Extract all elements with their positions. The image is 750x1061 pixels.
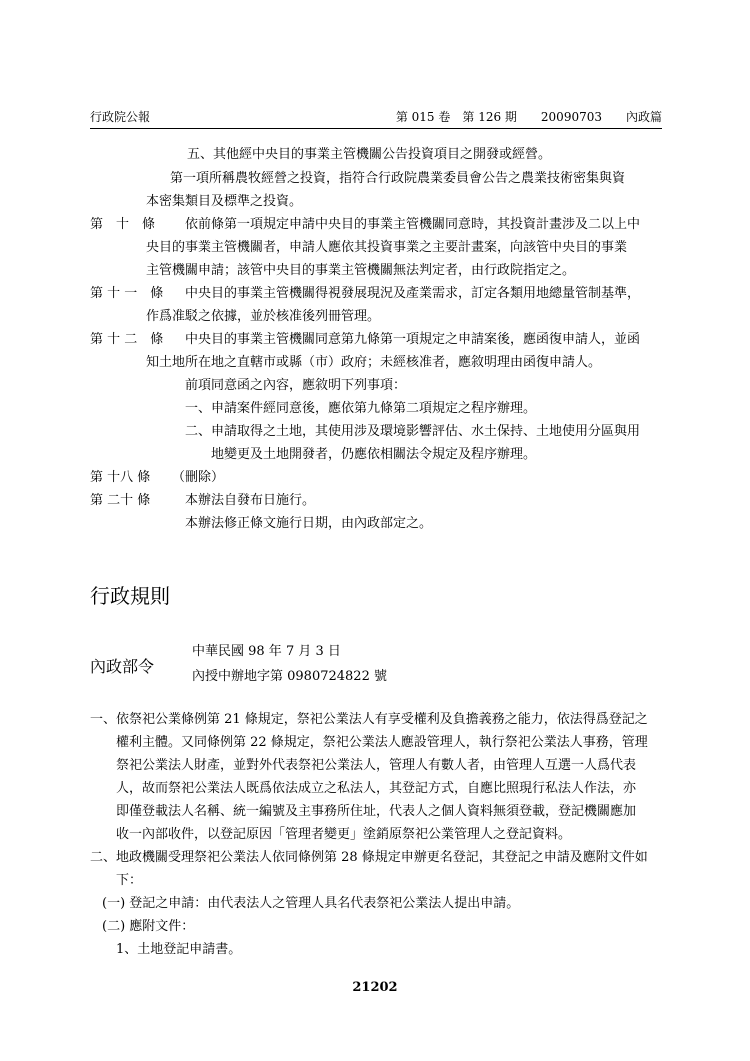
body-subitem: (一) 登記之申請：由代表法人之管理人具名代表祭祀公業法人提出申請。 [102,896,520,911]
volume-info: 第 015 卷 第 126 期 20090703 內政篇 [395,110,662,124]
article-12-item: 二、申請取得之土地，其使用涉及環境影響評估、水土保持、土地使用分區與用 [185,424,641,439]
body-line: 權利主體。又同條例第 22 條規定，祭祀公業法人應設管理人，執行祭祀公業法人事務，管理 [116,735,648,750]
article-10-line: 央目的事業主管機關者，申請人應依其投資事業之主要計畫案，向該管中央目的事業 [146,240,628,255]
paragraph-line: 本密集類目及標準之投資。 [146,194,303,209]
article-12-label: 第 十 二 條 [90,332,164,347]
article-20-line: 本辦法自發布日施行。 [185,493,316,508]
body-line: 即僅登載法人名稱、統一編號及主事務所住址，代表人之個人資料無須登載，登記機關應加 [116,804,637,819]
order-issuer: 內政部令 [90,657,155,676]
article-18-label: 第 十八 條 [90,470,151,485]
body-line: 祭祀公業法人財產，並對外代表祭祀公業法人，管理人有數人者，由管理人互選一人爲代表 [116,758,637,773]
article-12-item: 地變更及土地開發者，仍應依相關法令規定及程序辦理。 [211,447,537,462]
order-date: 中華民國 98 年 7 月 3 日 [192,644,341,659]
body-line: 一、依祭祀公業條例第 21 條規定，祭祀公業法人有享受權利及負擔義務之能力，依法得爲登記之 [90,712,648,727]
paragraph-line: 第一項所稱農牧經營之投資，指符合行政院農業委員會公告之農業技術密集與資 [170,171,626,186]
body-subitem: 1、土地登記申請書。 [116,942,242,957]
page-number: 21202 [352,980,398,995]
section-title: 行政規則 [90,584,170,608]
body-line: 二、地政機關受理祭祀公業法人依同條例第 28 條規定申辦更名登記，其登記之申請及應附文件如 [90,850,648,865]
article-11-line: 中央目的事業主管機關得視發展現況及產業需求，訂定各類用地總量管制基準， [185,286,641,301]
body-line: 下： [116,873,143,888]
article-18-text: （刪除） [172,470,225,485]
page-header [90,108,662,128]
body-line: 收一內部收件，以登記原因「管理者變更」塗銷原祭祀公業管理人之登記資料。 [116,827,572,842]
item-five-line: 五、其他經中央目的事業主管機關公告投資項目之開發或經營。 [187,147,552,162]
publication-name: 行政院公報 [90,110,151,124]
body-line: 人，故而祭祀公業法人既爲依法成立之私法人，其登記方式，自應比照現行私法人作法，亦 [116,781,637,796]
article-10-line: 依前條第一項規定申請中央目的事業主管機關同意時，其投資計畫涉及二以上中 [185,217,641,232]
article-12-line: 知土地所在地之直轄市或縣（市）政府；未經核准者，應敘明理由函復申請人。 [146,355,602,370]
article-11-label: 第 十 一 條 [90,286,164,301]
header-divider [90,128,662,129]
article-12-line: 前項同意函之內容，應敘明下列事項： [185,378,407,393]
article-20-line: 本辦法修正條文施行日期，由內政部定之。 [185,516,433,531]
body-subitem: (二) 應附文件： [102,919,195,934]
article-12-item: 一、申請案件經同意後，應依第九條第二項規定之程序辦理。 [185,401,537,416]
article-11-line: 作爲准駁之依據，並於核准後列冊管理。 [146,309,381,324]
order-doc-number: 內授中辦地字第 0980724822 號 [192,669,387,684]
article-10-line: 主管機關申請；該管中央目的事業主管機關無法判定者，由行政院指定之。 [146,263,576,278]
article-20-label: 第 二十 條 [90,493,151,508]
article-12-line: 中央目的事業主管機關同意第九條第一項規定之申請案後，應函復申請人，並函 [185,332,641,347]
article-10-label: 第 十 條 [90,217,156,232]
